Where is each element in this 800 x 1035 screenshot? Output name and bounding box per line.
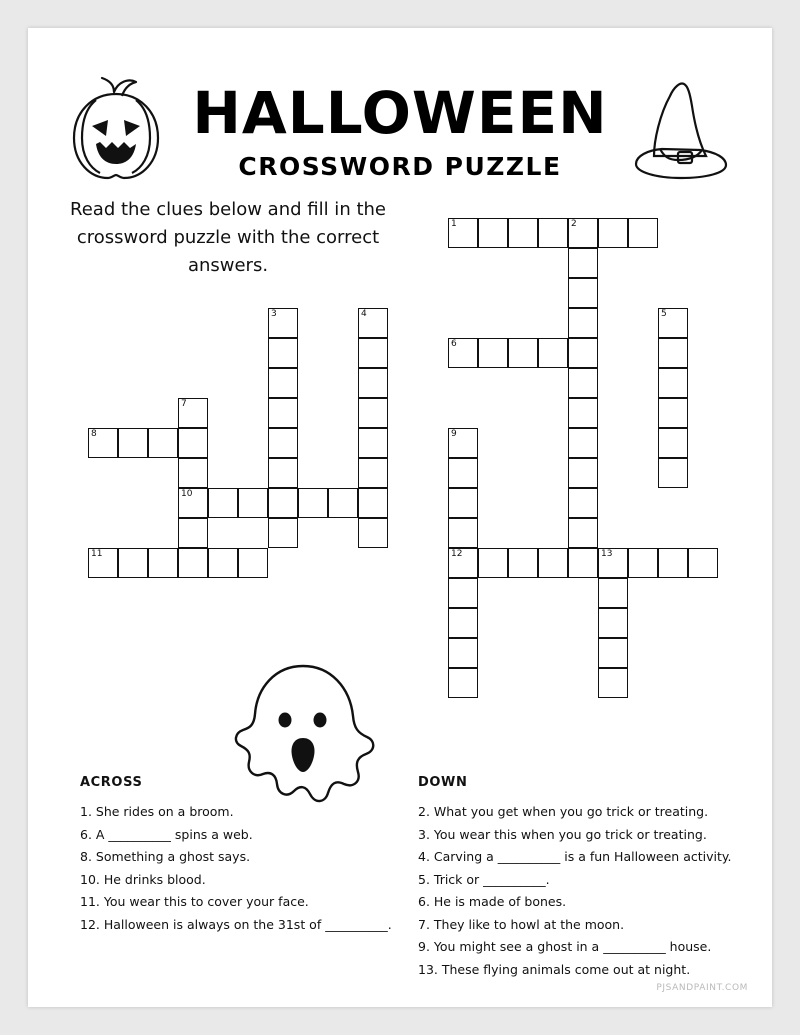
- crossword-cell[interactable]: [598, 218, 628, 248]
- cell-number: 3: [271, 309, 277, 319]
- clue-item: 12. Halloween is always on the 31st of __________.: [80, 916, 392, 932]
- crossword-cell[interactable]: [268, 308, 298, 338]
- crossword-cell[interactable]: [658, 338, 688, 368]
- crossword-cell[interactable]: [658, 548, 688, 578]
- crossword-cell[interactable]: [568, 548, 598, 578]
- crossword-cell[interactable]: [568, 218, 598, 248]
- crossword-cell[interactable]: [448, 578, 478, 608]
- crossword-cell[interactable]: [568, 368, 598, 398]
- crossword-cell[interactable]: [178, 488, 208, 518]
- watermark: PJSANDPAINT.COM: [656, 983, 748, 993]
- clue-item: 3. You wear this when you go trick or treating.: [418, 826, 707, 842]
- clue-item: 11. You wear this to cover your face.: [80, 894, 309, 909]
- cell-number: 7: [181, 399, 187, 409]
- clue-item: 13. These flying animals come out at night.: [418, 961, 691, 977]
- crossword-cell[interactable]: [358, 488, 388, 518]
- clue-item: 4. Carving a __________ is a fun Halloween activity.: [418, 849, 732, 864]
- crossword-cell[interactable]: [478, 338, 508, 368]
- crossword-cell[interactable]: [88, 548, 118, 578]
- witch-hat-icon: [622, 78, 738, 193]
- crossword-cell[interactable]: [448, 518, 478, 548]
- crossword-cell[interactable]: [118, 548, 148, 578]
- page-title: HALLOWEEN: [192, 79, 608, 147]
- page-subtitle: CROSSWORD PUZZLE: [238, 152, 562, 181]
- across-clues: [80, 775, 410, 936]
- crossword-cell[interactable]: [688, 548, 718, 578]
- crossword-cell[interactable]: [478, 218, 508, 248]
- crossword-cell[interactable]: [448, 608, 478, 638]
- cell-number: 11: [91, 549, 103, 559]
- cell-number: 4: [361, 309, 367, 319]
- crossword-cell[interactable]: [178, 518, 208, 548]
- crossword-cell[interactable]: [568, 338, 598, 368]
- crossword-cell[interactable]: [358, 428, 388, 458]
- crossword-cell[interactable]: [658, 368, 688, 398]
- cell-number: 13: [601, 549, 613, 559]
- crossword-cell[interactable]: [118, 428, 148, 458]
- crossword-cell[interactable]: [568, 248, 598, 278]
- crossword-cell[interactable]: [568, 458, 598, 488]
- worksheet-header: [28, 52, 772, 192]
- crossword-cell[interactable]: [568, 488, 598, 518]
- clue-item: 9. You might see a ghost in a __________ house.: [418, 939, 712, 954]
- crossword-cell[interactable]: [148, 548, 178, 578]
- crossword-cell[interactable]: [598, 638, 628, 668]
- crossword-cell[interactable]: [448, 488, 478, 518]
- clue-item: 2. What you get when you go trick or treating.: [418, 804, 709, 819]
- crossword-cell[interactable]: [538, 548, 568, 578]
- crossword-cell[interactable]: [268, 488, 298, 518]
- cell-number: 9: [451, 429, 457, 439]
- pumpkin-icon: [56, 74, 176, 191]
- cell-number: 8: [91, 429, 97, 439]
- worksheet-sheet: [28, 28, 772, 1007]
- crossword-cell[interactable]: [358, 308, 388, 338]
- crossword-cell[interactable]: [508, 218, 538, 248]
- crossword-cell[interactable]: [508, 548, 538, 578]
- crossword-cell[interactable]: [568, 428, 598, 458]
- clue-item: 6. A __________ spins a web.: [80, 826, 253, 842]
- down-clues: [418, 775, 758, 981]
- crossword-cell[interactable]: [658, 458, 688, 488]
- crossword-cell[interactable]: [178, 458, 208, 488]
- crossword-cell[interactable]: [448, 548, 478, 578]
- crossword-cell[interactable]: [448, 458, 478, 488]
- clue-item: 5. Trick or __________.: [418, 871, 550, 887]
- crossword-cell[interactable]: [448, 218, 478, 248]
- crossword-cell[interactable]: [358, 458, 388, 488]
- clue-item: 7. They like to howl at the moon.: [418, 916, 625, 932]
- crossword-cell[interactable]: [268, 518, 298, 548]
- clue-item: 1. She rides on a broom.: [80, 804, 234, 819]
- crossword-cell[interactable]: [358, 398, 388, 428]
- clue-item: 8. Something a ghost says.: [80, 849, 251, 864]
- crossword-cell[interactable]: [658, 428, 688, 458]
- crossword-cell[interactable]: [658, 398, 688, 428]
- crossword-cell[interactable]: [508, 338, 538, 368]
- cell-number: 2: [571, 219, 577, 229]
- across-heading: ACROSS: [80, 775, 143, 790]
- crossword-cell[interactable]: [238, 548, 268, 578]
- crossword-cell[interactable]: [208, 488, 238, 518]
- crossword-cell[interactable]: [88, 428, 118, 458]
- instructions-text: Read the clues below and fill in the crossword puzzle with the correct answers.: [70, 199, 386, 276]
- crossword-cell[interactable]: [658, 308, 688, 338]
- crossword-cell[interactable]: [598, 578, 628, 608]
- down-heading: DOWN: [418, 775, 468, 790]
- crossword-cell[interactable]: [358, 368, 388, 398]
- cell-number: 1: [451, 219, 457, 229]
- cell-number: 12: [451, 549, 463, 559]
- crossword-cell[interactable]: [178, 428, 208, 458]
- clue-item: 10. He drinks blood.: [80, 871, 206, 887]
- crossword-cell[interactable]: [238, 488, 268, 518]
- crossword-cell[interactable]: [178, 548, 208, 578]
- crossword-cell[interactable]: [568, 398, 598, 428]
- crossword-cell[interactable]: [568, 308, 598, 338]
- crossword-cell[interactable]: [268, 458, 298, 488]
- cell-number: 6: [451, 339, 457, 349]
- crossword-cell[interactable]: [448, 638, 478, 668]
- crossword-cell[interactable]: [538, 338, 568, 368]
- crossword-cell[interactable]: [268, 338, 298, 368]
- crossword-grid[interactable]: [58, 218, 748, 778]
- crossword-cell[interactable]: [598, 608, 628, 638]
- crossword-cell[interactable]: [568, 518, 598, 548]
- cell-number: 5: [661, 309, 667, 319]
- crossword-cell[interactable]: [208, 548, 238, 578]
- cell-number: 10: [181, 489, 193, 499]
- crossword-cell[interactable]: [478, 548, 508, 578]
- crossword-cell[interactable]: [268, 368, 298, 398]
- crossword-cell[interactable]: [598, 668, 628, 698]
- crossword-cell[interactable]: [358, 518, 388, 548]
- crossword-cell[interactable]: [268, 398, 298, 428]
- crossword-cell[interactable]: [628, 218, 658, 248]
- crossword-cell[interactable]: [328, 488, 358, 518]
- crossword-cell[interactable]: [298, 488, 328, 518]
- crossword-cell[interactable]: [538, 218, 568, 248]
- crossword-cell[interactable]: [628, 548, 658, 578]
- crossword-cell[interactable]: [178, 398, 208, 428]
- clue-item: 6. He is made of bones.: [418, 894, 567, 909]
- crossword-cell[interactable]: [598, 548, 628, 578]
- crossword-cell[interactable]: [148, 428, 178, 458]
- crossword-cell[interactable]: [448, 338, 478, 368]
- crossword-cell[interactable]: [448, 668, 478, 698]
- crossword-cell[interactable]: [448, 428, 478, 458]
- crossword-cell[interactable]: [268, 428, 298, 458]
- crossword-cell[interactable]: [568, 278, 598, 308]
- crossword-cell[interactable]: [358, 338, 388, 368]
